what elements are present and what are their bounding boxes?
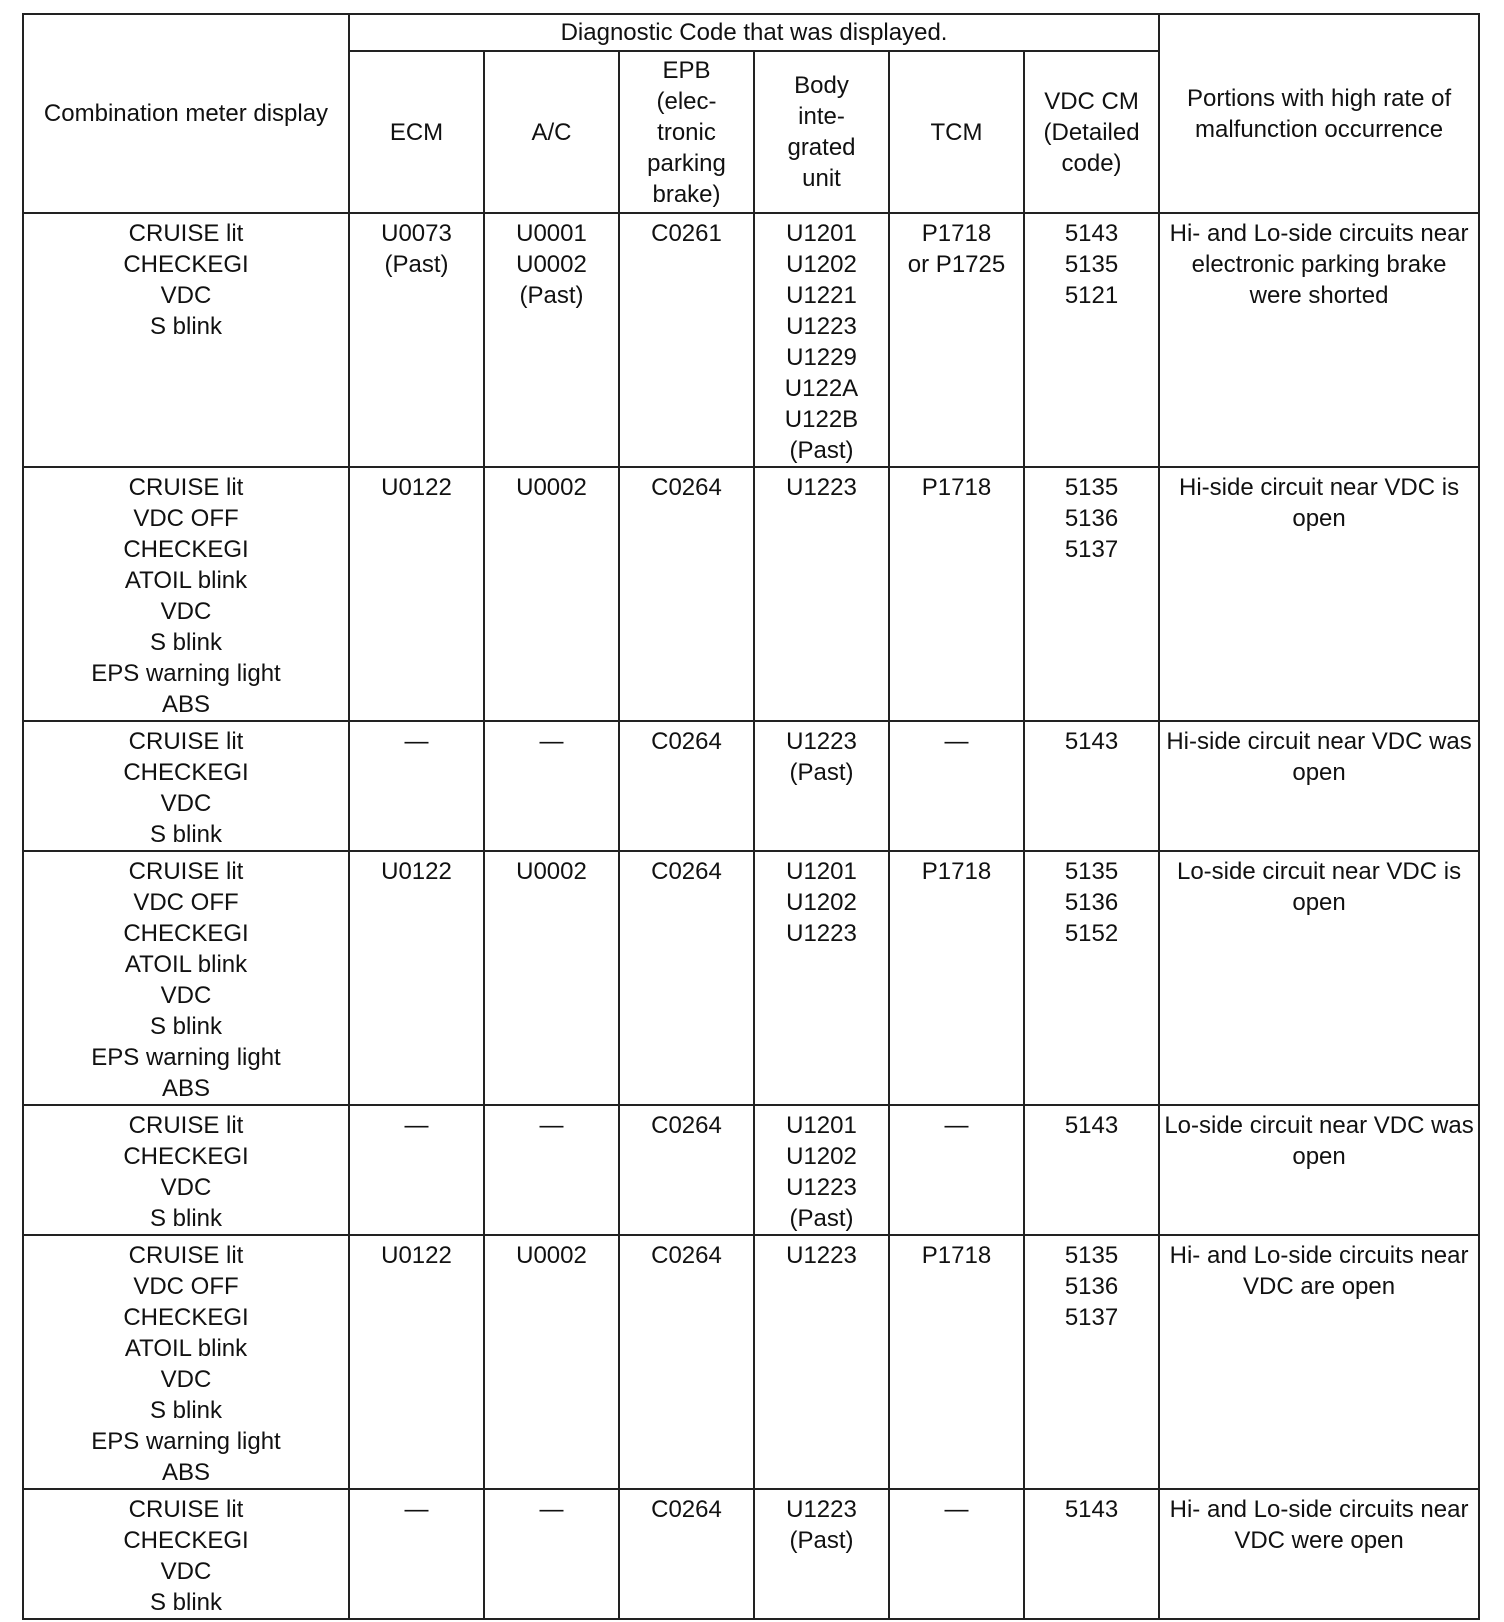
cell-line: U0122 bbox=[381, 1242, 452, 1269]
cell-line: CHECKEGI bbox=[123, 1527, 249, 1554]
cell-line: C0264 bbox=[651, 728, 722, 755]
cell-line: — bbox=[539, 1112, 564, 1139]
cell-ac bbox=[484, 213, 619, 467]
cell-line: 5137 bbox=[1064, 536, 1119, 563]
cell-ecm bbox=[349, 1105, 484, 1235]
cell-body bbox=[754, 721, 889, 851]
header-line: ECM bbox=[389, 118, 444, 146]
cell-line: P1718 bbox=[921, 858, 992, 885]
cell-tcm bbox=[889, 213, 1024, 467]
cell-line: U1223 bbox=[786, 728, 857, 755]
cell-line: VDC bbox=[160, 982, 212, 1009]
cell-portion: Lo-side circuit near VDC is open bbox=[1159, 851, 1479, 1105]
cell-line: S blink bbox=[149, 821, 223, 848]
header-line: VDC CM bbox=[1044, 87, 1139, 115]
cell-portion: Hi-side circuit near VDC is open bbox=[1159, 467, 1479, 721]
cell-line: — bbox=[944, 1496, 969, 1523]
cell-line: P1718 bbox=[921, 474, 992, 501]
cell-line: VDC bbox=[160, 790, 212, 817]
header-line: unit bbox=[802, 165, 841, 192]
cell-ecm bbox=[349, 213, 484, 467]
cell-line: (Past) bbox=[384, 251, 449, 278]
cell-line: — bbox=[404, 1112, 429, 1139]
cell-line: U122B bbox=[784, 406, 859, 433]
cell-line: U1223 bbox=[786, 313, 857, 340]
cell-line: U0002 bbox=[516, 251, 587, 278]
header-line: brake) bbox=[652, 180, 721, 208]
cell-line: (Past) bbox=[789, 1527, 854, 1554]
cell-line: CRUISE lit bbox=[128, 858, 244, 885]
cell-epb bbox=[619, 1235, 754, 1489]
header-line: TCM bbox=[930, 118, 983, 146]
header-line: A/C bbox=[531, 118, 572, 146]
cell-epb bbox=[619, 1105, 754, 1235]
cell-ac bbox=[484, 851, 619, 1105]
cell-line: ATOIL blink bbox=[124, 951, 248, 978]
cell-line: U1223 bbox=[786, 920, 857, 947]
cell-tcm bbox=[889, 1105, 1024, 1235]
header-line: grated bbox=[787, 134, 856, 161]
cell-epb bbox=[619, 213, 754, 467]
cell-line: 5143 bbox=[1064, 220, 1119, 247]
cell-portion: Hi- and Lo-side circuits near VDC are open bbox=[1159, 1235, 1479, 1489]
cell-line: P1718 bbox=[921, 220, 992, 247]
cell-line: U1201 bbox=[786, 858, 857, 885]
cell-body bbox=[754, 467, 889, 721]
cell-line: S blink bbox=[149, 1013, 223, 1040]
table-row bbox=[23, 467, 1479, 721]
header-line: (elec- bbox=[656, 87, 717, 115]
cell-ac bbox=[484, 721, 619, 851]
cell-line: U1202 bbox=[786, 251, 857, 278]
cell-ac bbox=[484, 467, 619, 721]
cell-line: — bbox=[404, 728, 429, 755]
cell-line: S blink bbox=[149, 1205, 223, 1232]
cell-line: ATOIL blink bbox=[124, 567, 248, 594]
cell-portion: Hi-side circuit near VDC was open bbox=[1159, 721, 1479, 851]
cell-portion: Lo-side circuit near VDC was open bbox=[1159, 1105, 1479, 1235]
cell-line: VDC bbox=[160, 1174, 212, 1201]
cell-body bbox=[754, 851, 889, 1105]
cell-line: 5135 bbox=[1064, 474, 1119, 501]
cell-line: C0264 bbox=[651, 1496, 722, 1523]
cell-line: U1202 bbox=[786, 889, 857, 916]
cell-ac bbox=[484, 1105, 619, 1235]
cell-line: CHECKEGI bbox=[123, 759, 249, 786]
cell-line: CRUISE lit bbox=[128, 1242, 244, 1269]
cell-line: ATOIL blink bbox=[124, 1335, 248, 1362]
cell-epb bbox=[619, 467, 754, 721]
cell-ecm bbox=[349, 1235, 484, 1489]
cell-line: 5136 bbox=[1064, 889, 1119, 916]
cell-line: S blink bbox=[149, 313, 223, 340]
cell-line: ABS bbox=[161, 691, 211, 718]
cell-line: 5143 bbox=[1064, 1112, 1119, 1139]
cell-line: ABS bbox=[161, 1459, 211, 1486]
header-vdc-cm bbox=[1024, 51, 1159, 213]
cell-line: 5135 bbox=[1064, 251, 1119, 278]
header-line: (Detailed bbox=[1043, 118, 1140, 146]
cell-line: U1223 bbox=[786, 474, 857, 501]
cell-vdc bbox=[1024, 1235, 1159, 1489]
header-body-integrated-unit bbox=[754, 51, 889, 213]
cell-line: (Past) bbox=[789, 1205, 854, 1232]
header-line: EPB bbox=[662, 56, 711, 84]
cell-line: CHECKEGI bbox=[123, 536, 249, 563]
cell-line: CRUISE lit bbox=[128, 474, 244, 501]
table-row bbox=[23, 1489, 1479, 1619]
cell-line: U122A bbox=[784, 375, 859, 402]
cell-tcm bbox=[889, 467, 1024, 721]
header-epb bbox=[619, 51, 754, 213]
cell-line: 5143 bbox=[1064, 728, 1119, 755]
header-diagnostic-code-group: Diagnostic Code that was displayed. bbox=[349, 14, 1159, 51]
cell-tcm bbox=[889, 1235, 1024, 1489]
cell-line: CHECKEGI bbox=[123, 920, 249, 947]
cell-display bbox=[23, 851, 349, 1105]
cell-line: U0002 bbox=[516, 858, 587, 885]
cell-line: EPS warning light bbox=[91, 1428, 281, 1455]
table-row bbox=[23, 1105, 1479, 1235]
cell-line: CRUISE lit bbox=[128, 1112, 244, 1139]
header-line: code) bbox=[1061, 149, 1122, 177]
table-row bbox=[23, 213, 1479, 467]
cell-line: 5143 bbox=[1064, 1496, 1119, 1523]
cell-line: 5135 bbox=[1064, 1242, 1119, 1269]
cell-epb bbox=[619, 721, 754, 851]
cell-line: VDC OFF bbox=[133, 1273, 239, 1300]
cell-line: CRUISE lit bbox=[128, 728, 244, 755]
cell-line: CRUISE lit bbox=[128, 1496, 244, 1523]
cell-body bbox=[754, 213, 889, 467]
cell-display bbox=[23, 1235, 349, 1489]
cell-line: U1223 bbox=[786, 1242, 857, 1269]
cell-line: 5137 bbox=[1064, 1304, 1119, 1331]
header-combination-meter-display: Combination meter display bbox=[23, 14, 349, 213]
cell-line: — bbox=[944, 728, 969, 755]
cell-body bbox=[754, 1489, 889, 1619]
cell-line: C0264 bbox=[651, 1112, 722, 1139]
cell-vdc bbox=[1024, 721, 1159, 851]
cell-line: S blink bbox=[149, 629, 223, 656]
cell-ecm bbox=[349, 851, 484, 1105]
cell-line: C0264 bbox=[651, 858, 722, 885]
cell-portion: Hi- and Lo-side circuits near electronic parking brake were shorted bbox=[1159, 213, 1479, 467]
header-portions: Portions with high rate of malfunction occurrence bbox=[1159, 14, 1479, 213]
cell-line: 5136 bbox=[1064, 505, 1119, 532]
cell-line: P1718 bbox=[921, 1242, 992, 1269]
cell-line: VDC OFF bbox=[133, 889, 239, 916]
cell-tcm bbox=[889, 1489, 1024, 1619]
table-row bbox=[23, 721, 1479, 851]
cell-line: U0002 bbox=[516, 474, 587, 501]
cell-display bbox=[23, 1105, 349, 1235]
header-line: Body bbox=[794, 72, 849, 99]
cell-line: (Past) bbox=[789, 437, 854, 464]
cell-display bbox=[23, 213, 349, 467]
cell-line: ABS bbox=[161, 1075, 211, 1102]
cell-line: CHECKEGI bbox=[123, 1304, 249, 1331]
cell-line: — bbox=[404, 1496, 429, 1523]
cell-ecm bbox=[349, 467, 484, 721]
table-row bbox=[23, 851, 1479, 1105]
cell-line: U1229 bbox=[786, 344, 857, 371]
cell-line: VDC bbox=[160, 1366, 212, 1393]
cell-line: U1201 bbox=[786, 1112, 857, 1139]
cell-line: 5136 bbox=[1064, 1273, 1119, 1300]
header-tcm bbox=[889, 51, 1024, 213]
cell-line: C0264 bbox=[651, 1242, 722, 1269]
cell-line: CHECKEGI bbox=[123, 1143, 249, 1170]
cell-display bbox=[23, 467, 349, 721]
cell-ecm bbox=[349, 721, 484, 851]
cell-display bbox=[23, 721, 349, 851]
cell-vdc bbox=[1024, 1489, 1159, 1619]
cell-line: U0002 bbox=[516, 1242, 587, 1269]
cell-line: EPS warning light bbox=[91, 660, 281, 687]
header-ecm bbox=[349, 51, 484, 213]
cell-line: 5135 bbox=[1064, 858, 1119, 885]
cell-line: VDC OFF bbox=[133, 505, 239, 532]
cell-line: or P1725 bbox=[907, 251, 1006, 278]
cell-vdc bbox=[1024, 851, 1159, 1105]
cell-line: U0122 bbox=[381, 474, 452, 501]
cell-line: U1201 bbox=[786, 220, 857, 247]
cell-line: S blink bbox=[149, 1589, 223, 1616]
cell-line: VDC bbox=[160, 598, 212, 625]
cell-tcm bbox=[889, 851, 1024, 1105]
cell-line: C0261 bbox=[651, 220, 722, 247]
cell-line: U0122 bbox=[381, 858, 452, 885]
cell-line: U1202 bbox=[786, 1143, 857, 1170]
cell-line: 5152 bbox=[1064, 920, 1119, 947]
header-ac bbox=[484, 51, 619, 213]
cell-line: VDC bbox=[160, 282, 212, 309]
cell-line: S blink bbox=[149, 1397, 223, 1424]
header-line: parking bbox=[647, 149, 726, 177]
cell-line: EPS warning light bbox=[91, 1044, 281, 1071]
cell-epb bbox=[619, 851, 754, 1105]
cell-vdc bbox=[1024, 467, 1159, 721]
table-row bbox=[23, 1235, 1479, 1489]
cell-body bbox=[754, 1235, 889, 1489]
cell-line: U0073 bbox=[381, 220, 452, 247]
cell-epb bbox=[619, 1489, 754, 1619]
cell-line: U1223 bbox=[786, 1496, 857, 1523]
cell-body bbox=[754, 1105, 889, 1235]
cell-vdc bbox=[1024, 1105, 1159, 1235]
cell-tcm bbox=[889, 721, 1024, 851]
cell-ac bbox=[484, 1235, 619, 1489]
cell-line: — bbox=[539, 728, 564, 755]
cell-line: (Past) bbox=[789, 759, 854, 786]
cell-portion: Hi- and Lo-side circuits near VDC were open bbox=[1159, 1489, 1479, 1619]
cell-line: CRUISE lit bbox=[128, 220, 244, 247]
cell-line: U1221 bbox=[786, 282, 857, 309]
diagnostic-code-table bbox=[22, 13, 1480, 1620]
cell-line: U1223 bbox=[786, 1174, 857, 1201]
cell-display bbox=[23, 1489, 349, 1619]
cell-line: 5121 bbox=[1064, 282, 1119, 309]
cell-line: VDC bbox=[160, 1558, 212, 1585]
cell-line: U0001 bbox=[516, 220, 587, 247]
cell-line: CHECKEGI bbox=[123, 251, 249, 278]
cell-line: (Past) bbox=[519, 282, 584, 309]
cell-ac bbox=[484, 1489, 619, 1619]
header-line: tronic bbox=[657, 118, 716, 146]
cell-line: C0264 bbox=[651, 474, 722, 501]
cell-line: — bbox=[944, 1112, 969, 1139]
cell-line: — bbox=[539, 1496, 564, 1523]
cell-ecm bbox=[349, 1489, 484, 1619]
cell-vdc bbox=[1024, 213, 1159, 467]
header-line: inte- bbox=[798, 103, 845, 130]
